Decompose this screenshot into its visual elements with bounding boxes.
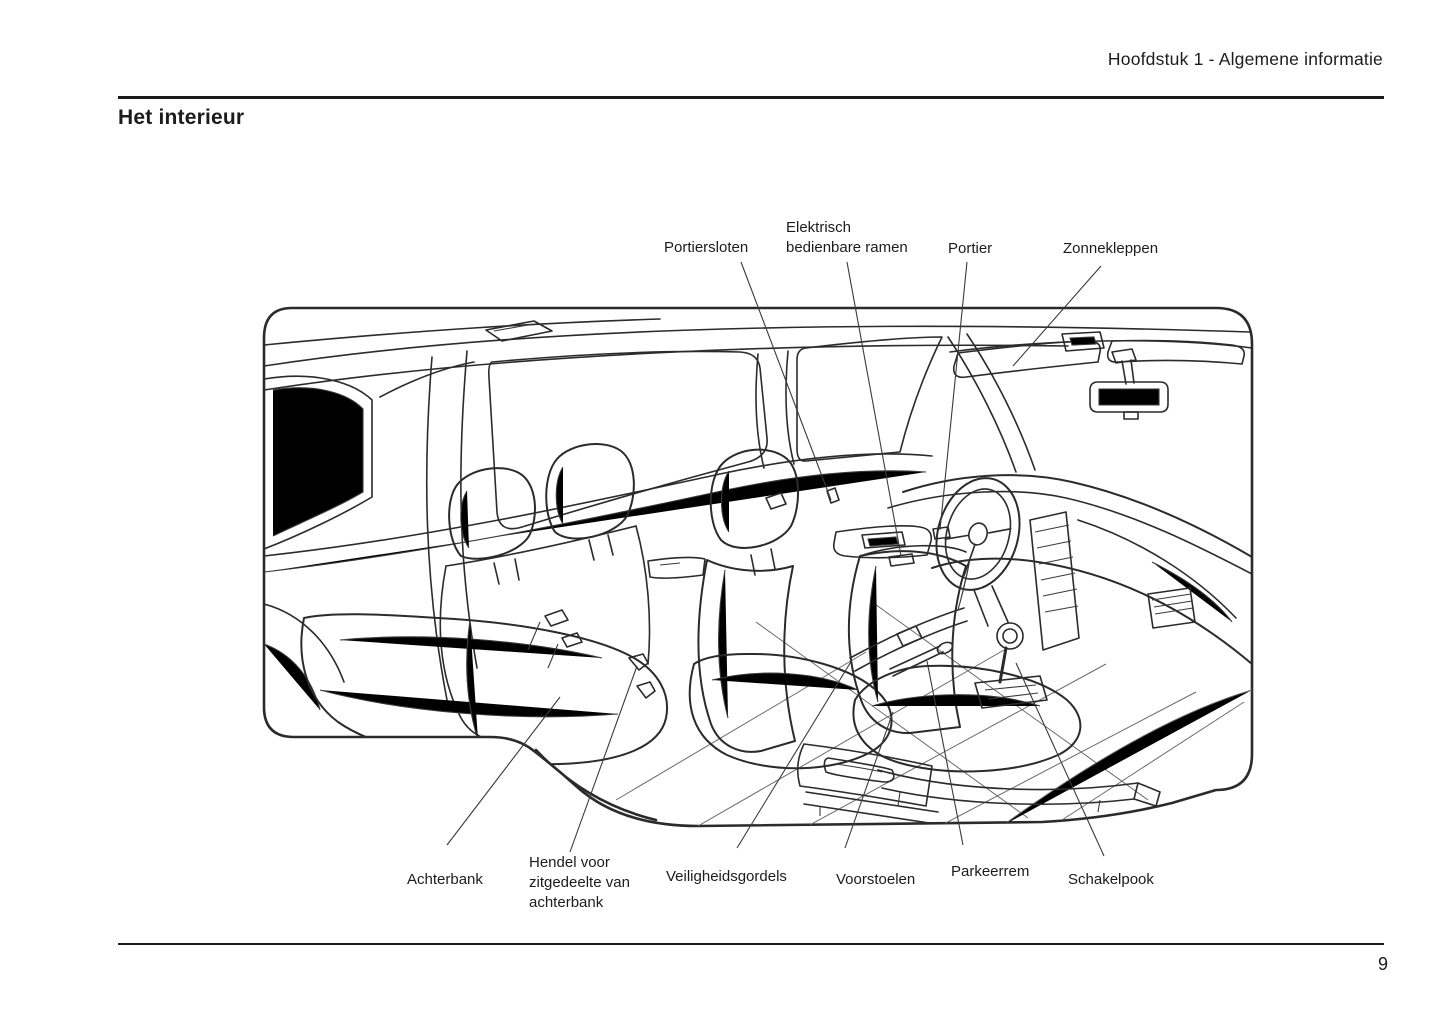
callout-hendel-achterbank: Hendel voor zitgedeelte van achterbank bbox=[529, 854, 630, 911]
callout-achterbank: Achterbank bbox=[407, 871, 483, 888]
bottom-rule bbox=[118, 943, 1384, 945]
callout-zonnekleppen: Zonnekleppen bbox=[1063, 240, 1159, 257]
chapter-header: Hoofdstuk 1 - Algemene informatie bbox=[1107, 49, 1383, 69]
leader-parkeerrem bbox=[927, 661, 963, 845]
leader-zonnekleppen bbox=[1013, 266, 1101, 366]
front-seat bbox=[849, 546, 1160, 812]
rearview-mirror bbox=[1090, 349, 1168, 419]
page-title: Het interieur bbox=[118, 106, 245, 129]
page-number: 9 bbox=[1377, 954, 1388, 974]
callout-portiersloten: Portiersloten bbox=[664, 239, 749, 256]
callout-schakelpook: Schakelpook bbox=[1068, 871, 1154, 888]
leader-portiersloten bbox=[741, 262, 831, 500]
callout-elektrisch-bedienbare-ramen: Elektrisch bedienbare ramen bbox=[786, 219, 908, 256]
vehicle-outline bbox=[264, 308, 1252, 826]
leader-hendel bbox=[570, 666, 637, 852]
leader-portier bbox=[940, 262, 967, 530]
callout-parkeerrem: Parkeerrem bbox=[951, 863, 1030, 880]
leader-voorstoelen bbox=[845, 712, 893, 848]
leader-achterbank bbox=[447, 697, 560, 845]
sun-visors bbox=[950, 332, 1252, 377]
floor-lines bbox=[264, 602, 1252, 828]
leader-elektrisch-bedienbare-ramen bbox=[847, 262, 901, 556]
callout-voorstoelen: Voorstoelen bbox=[836, 871, 916, 888]
callout-portier: Portier bbox=[948, 240, 993, 257]
leader-veiligheidsgordels bbox=[737, 660, 852, 848]
callout-veiligheidsgordels: Veiligheidsgordels bbox=[666, 868, 787, 885]
